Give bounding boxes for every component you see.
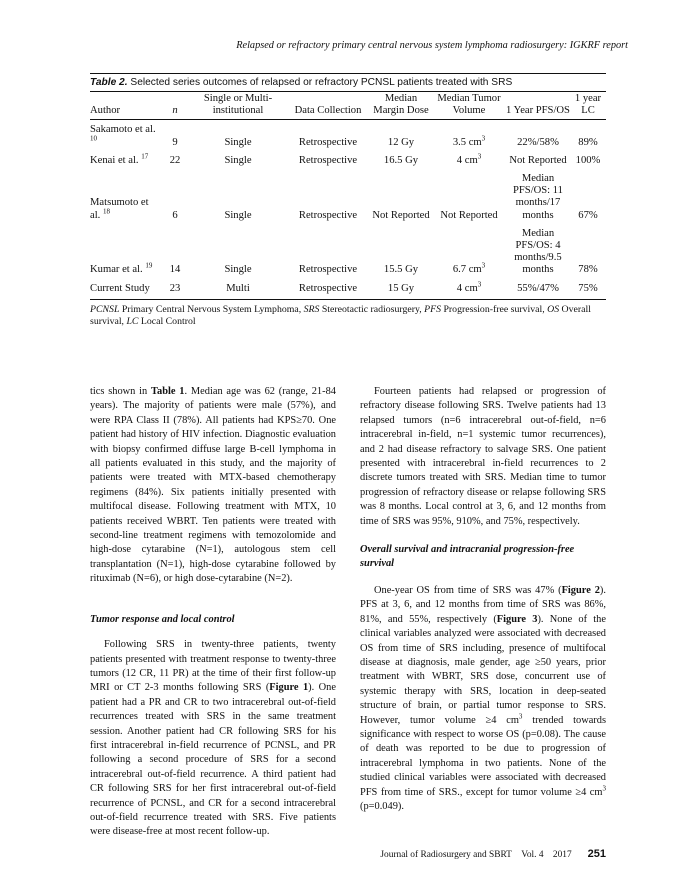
figure-1-reference: Figure 1 bbox=[269, 682, 309, 694]
pfs-os-cell: 22%/58% bbox=[517, 136, 559, 148]
data-collection-cell: Retrospective bbox=[298, 154, 358, 166]
author-cell: Matsumoto et al. $^{18}$ bbox=[90, 197, 149, 221]
table-label: Table 2. bbox=[90, 77, 128, 88]
header-n: n bbox=[160, 92, 190, 120]
body-paragraph: Fourteen patients had relapsed or progression of refractory disease following SRS. Twelve patients had 13 relapsed tumors (n=6 intracerebral out-of-field, n=6 intracerebral in-field, n=1 systemic tumor recurrences), and 2 had disease refractory to salvage SRS. One patient presented with intracerebral in-field recurrences to 2 discrete tumors treated with SRS. Median time to tumor progression of refractory disease or relapse following SRS was 8 months. Local control at 3, 6, and 12 months from time of SRS was 95%, 910%, and 75%, respectively. bbox=[360, 386, 606, 527]
n-cell: 14 bbox=[169, 264, 181, 276]
n-cell: 6 bbox=[172, 209, 178, 221]
pfs-os-cell: Not Reported bbox=[509, 154, 567, 166]
margin-dose-cell: 15 Gy bbox=[370, 279, 432, 300]
institution-cell: Single bbox=[224, 136, 252, 148]
institution-cell: Single bbox=[224, 264, 252, 276]
margin-dose-cell: Not Reported bbox=[372, 209, 430, 221]
footnote-def: Progression-free survival, bbox=[441, 303, 548, 315]
left-column bbox=[90, 385, 336, 840]
table-row bbox=[90, 169, 606, 224]
institution-cell: Single bbox=[224, 209, 252, 221]
data-collection-cell: Retrospective bbox=[298, 264, 358, 276]
lc-cell: 75% bbox=[570, 279, 606, 300]
footnote-abbr: OS bbox=[547, 303, 560, 315]
margin-dose-cell: 16.5 Gy bbox=[383, 154, 419, 166]
footnote-abbr: PCNSL bbox=[90, 303, 120, 315]
header-author: Author bbox=[90, 92, 160, 120]
tumor-volume-cell: 6.7 $cm^3$ bbox=[452, 261, 486, 276]
footnote-def: Primary Central Nervous System Lymphoma, bbox=[119, 303, 304, 315]
footnote-abbr: PFS bbox=[424, 303, 442, 315]
author-cell: Kumar et al. $^{19}$ bbox=[90, 261, 153, 276]
reference-superscript: 10 bbox=[90, 134, 97, 143]
footnote-abbr: SRS bbox=[303, 303, 320, 315]
body-paragraph: Following SRS in twenty-three patients, twenty patients presented with treatment response to twenty-three tumors (12 CR, 11 PR) at the time of their first follow-up MRI or CT 2-3 months following SRS (Figure 1). One patient had a PR and CR to two intracerebral out-of-field recurrences treated with SRS in the same treatment session. Another patient had CR following SRS for his first intracerebral in-field recurrence of PCNSL, and PR following a second procedure of SRS for a second intracerebral out-of-field recurrence. A third patient had CR following SRS for her first intracerebral out-of-field recurrence of PCNSL, and CR for a second intracerebral out-of-field recurrence treated with SRS. Five patients were disease-free at most recent follow-up. bbox=[90, 639, 336, 838]
section-heading-overall-survival: Overall survival and intracranial progression-free survival bbox=[360, 544, 575, 570]
tumor-volume-cell: 4 $cm^3$ bbox=[456, 152, 482, 166]
journal-volume: Vol. 4 bbox=[521, 850, 544, 860]
author-cell: Sakamoto et al. $^{10}$ bbox=[90, 124, 156, 143]
reference-superscript: 18 bbox=[102, 207, 110, 216]
table-footnote bbox=[90, 304, 606, 328]
n-cell: 22 bbox=[169, 154, 181, 166]
lc-cell: 100% bbox=[575, 154, 601, 166]
section-heading-tumor-response: Tumor response and local control bbox=[90, 613, 235, 625]
footnote-def: Stereotactic radiosurgery, bbox=[319, 303, 425, 315]
pfs-os-cell: Median PFS/OS: 4 months/9.5 months bbox=[514, 227, 562, 276]
table-header-row bbox=[90, 92, 606, 120]
table-caption bbox=[90, 74, 606, 91]
table-row bbox=[90, 224, 606, 279]
author-cell: Current Study bbox=[90, 279, 160, 300]
header-margin-dose: Median Margin Dose bbox=[370, 92, 432, 120]
page-footer bbox=[380, 848, 606, 860]
table-row bbox=[90, 120, 606, 151]
tumor-volume-cell: 4 $cm^3$ bbox=[432, 279, 506, 300]
institution-cell: Single bbox=[224, 154, 252, 166]
tumor-volume-cell: Not Reported bbox=[440, 209, 498, 221]
header-lc: 1 year LC bbox=[570, 92, 606, 120]
reference-superscript: 19 bbox=[145, 261, 153, 270]
n-cell: 9 bbox=[172, 136, 178, 148]
figure-2-reference: Figure 2 bbox=[561, 584, 600, 596]
footnote-abbr: LC bbox=[126, 315, 139, 327]
margin-dose-cell: 12 Gy bbox=[387, 136, 415, 148]
lc-cell: 78% bbox=[578, 264, 598, 276]
table-caption-text: Selected series outcomes of relapsed or refractory PCNSL patients treated with SRS bbox=[130, 77, 513, 88]
data-collection-cell: Retrospective bbox=[298, 209, 358, 221]
pfs-os-cell: Median PFS/OS: 11 months/17 months bbox=[513, 173, 563, 221]
page-number: 251 bbox=[587, 848, 606, 860]
lc-cell: 89% bbox=[578, 136, 598, 148]
table-1-reference: Table 1 bbox=[151, 386, 185, 397]
n-cell: 23 bbox=[160, 279, 190, 300]
table-row bbox=[90, 279, 606, 300]
table-row bbox=[90, 151, 606, 169]
footnote-def: Overall survival, bbox=[90, 303, 591, 327]
journal-name: Journal of Radiosurgery and SBRT bbox=[380, 850, 512, 860]
institution-cell: Multi bbox=[190, 279, 286, 300]
body-paragraph: One-year OS from time of SRS was 47% (Figure 2). PFS at 3, 6, and 12 months from time of SRS was 86%, 81%, and 55%, respectively (Figure 3). None of the clinical variables analyzed were associated with decreased OS from time of SRS including, presence of multifocal disease at diagnosis, male gender, age ≥50 years, prior treatment with WBRT, SRS dose, concurrent use of systemic therapy with SRS, location in deep-seated structure of brain, or partial tumor response to SRS. However, tumor volume ≥4 $cm^3$ trended towards significance with respect to worse OS (p=0.08). The cause of death was reported to be due to progression of intracerebral lymphoma in two patients. None of the studied clinical variables were associated with decreased PFS from time of SRS., except for tumor volume ≥4 $cm^3$ (p=0.049). bbox=[360, 584, 607, 812]
right-column bbox=[360, 385, 606, 814]
header-data-collection: Data Collection bbox=[286, 92, 370, 120]
data-collection-cell: Retrospective bbox=[286, 279, 370, 300]
table-body bbox=[90, 120, 606, 299]
body-paragraph: tics shown in Table 1. Median age was 62 (range, 21-84 years). The majority of patients were male (57%), and were RPA Class II (78%). All patients had KPS≥70. One patient had history of HIV infection. Diagnostic evaluation with biopsy confirmed diffuse large B-cell lymphoma in all patients evaluated in this study, and the majority of patients were treated with MTX-based chemotherapy regimens (84%). Six patients initially presented with multifocal disease. Following treatment with MTX, 10 patients received WBRT. Ten patients were treated with second-line treatment regimens with temozolomide and high-dose cytarabine (N=1), autologous stem cell transplantation (N=1), high-dose cytarabine followed by rituximab (N=6), or high dose-cytarabine (N=2). bbox=[90, 386, 336, 585]
reference-superscript: 17 bbox=[141, 152, 149, 161]
author-cell: Kenai et al. $^{17}$ bbox=[90, 152, 149, 166]
running-head: Relapsed or refractory primary central nervous system lymphoma radiosurgery: IGKRF report bbox=[236, 40, 628, 51]
table-2 bbox=[90, 73, 606, 328]
header-tumor-volume: Median Tumor Volume bbox=[432, 92, 506, 120]
pfs-os-cell: 55%/47% bbox=[506, 279, 570, 300]
outcomes-table bbox=[90, 92, 606, 300]
data-collection-cell: Retrospective bbox=[298, 136, 358, 148]
margin-dose-cell: 15.5 Gy bbox=[383, 264, 419, 276]
tumor-volume-cell: 3.5 $cm^3$ bbox=[452, 134, 486, 148]
figure-3-reference: Figure 3 bbox=[496, 613, 538, 625]
header-pfs-os: 1 Year PFS/OS bbox=[506, 92, 570, 120]
footnote-def: Local Control bbox=[138, 315, 196, 327]
header-institution: Single or Multi-institutional bbox=[190, 92, 286, 120]
journal-year: 2017 bbox=[552, 850, 572, 860]
lc-cell: 67% bbox=[578, 209, 598, 221]
